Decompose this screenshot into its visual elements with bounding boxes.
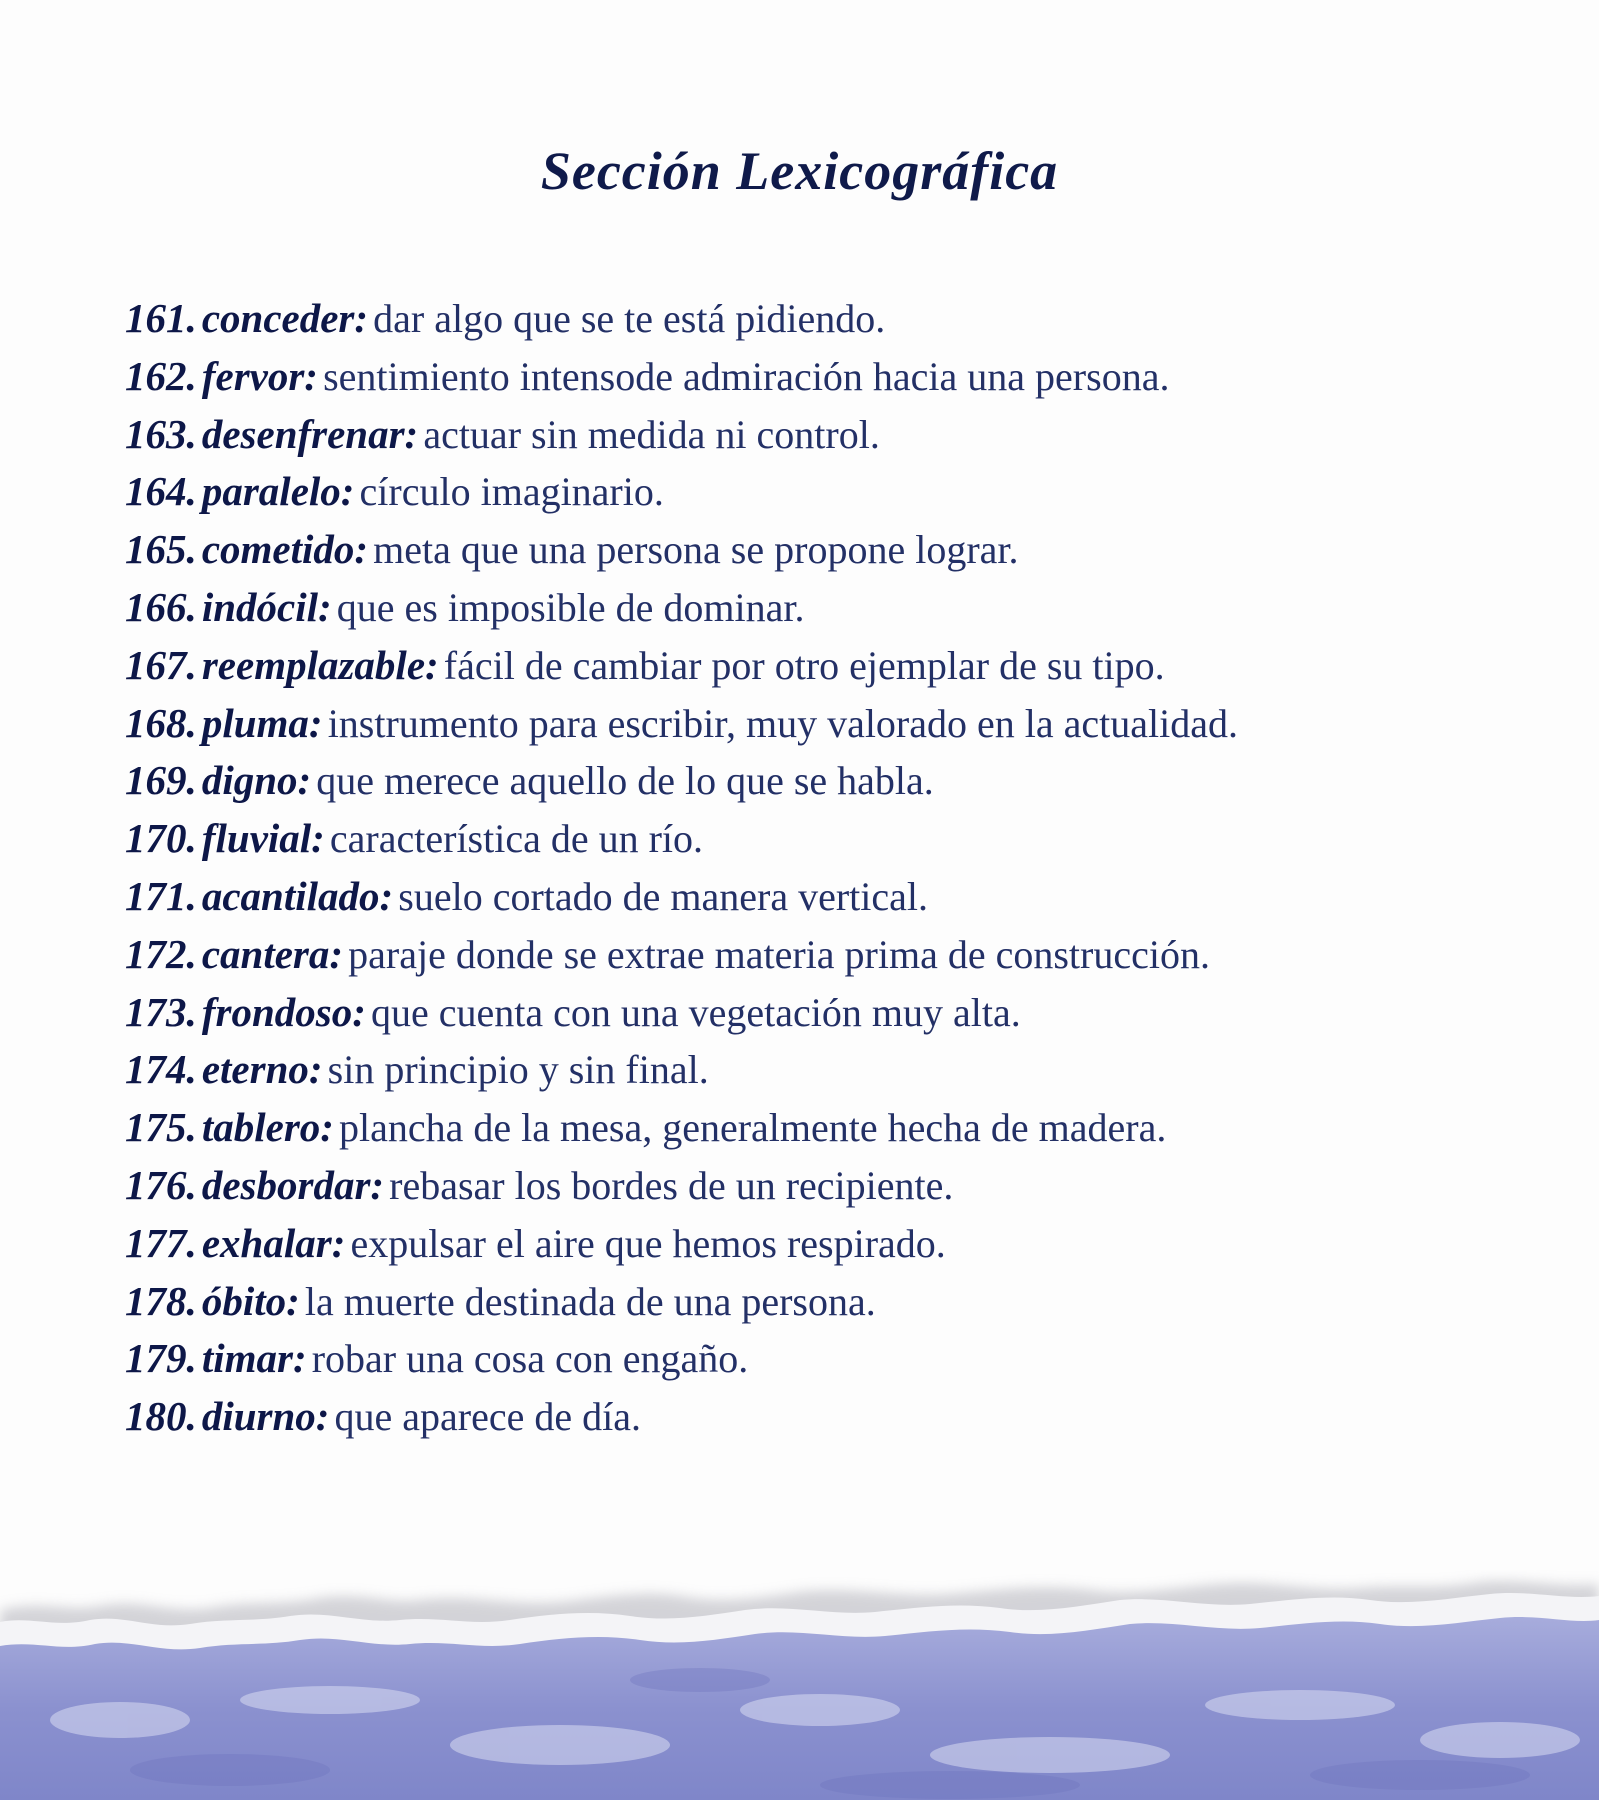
entry-number: 161. (125, 295, 197, 341)
entry-term: conceder: (201, 295, 369, 341)
entry-definition: plancha de la mesa, generalmente hecha de madera. (339, 1105, 1167, 1151)
entry-definition: círculo imaginario. (359, 469, 664, 515)
entry-number: 162. (125, 352, 197, 399)
entry-term: frondoso: (201, 988, 366, 1035)
entry-term: digno: (201, 757, 312, 804)
entry-term: desbordar: (201, 1161, 385, 1208)
entry-term: exhalar: (201, 1219, 346, 1266)
entry-definition: que aparece de día. (334, 1394, 642, 1440)
glossary-entry (125, 1099, 1565, 1157)
glossary-entry (125, 868, 1565, 926)
glossary-list (125, 290, 1565, 1446)
entry-definition: actuar sin medida ni control. (423, 411, 880, 457)
entry-definition: meta que una persona se propone lograr. (373, 527, 1019, 573)
entry-number: 176. (125, 1161, 197, 1208)
entry-definition: instrumento para escribir, muy valorado en la actualidad. (327, 700, 1238, 746)
entry-definition: la muerte destinada de una persona. (304, 1278, 876, 1324)
entry-number: 177. (125, 1219, 197, 1266)
glossary-entry (125, 1157, 1565, 1215)
entry-number: 172. (125, 930, 197, 977)
entry-definition: sin principio y sin final. (327, 1047, 709, 1093)
glossary-entry (125, 579, 1565, 637)
entry-term: cantera: (201, 930, 344, 977)
entry-definition: sentimiento intensode admiración hacia una persona. (323, 353, 1170, 399)
glossary-entry (125, 1215, 1565, 1273)
entry-number: 174. (125, 1046, 197, 1093)
glossary-entry (125, 290, 1565, 348)
glossary-entry (125, 1330, 1565, 1388)
glossary-entry (125, 810, 1565, 868)
entry-number: 171. (125, 872, 197, 919)
entry-number: 175. (125, 1104, 197, 1151)
entry-term: eterno: (201, 1046, 323, 1093)
entry-number: 167. (125, 641, 197, 688)
entry-definition: rebasar los bordes de un recipiente. (389, 1162, 954, 1208)
entry-term: cometido: (201, 526, 369, 573)
entry-definition: que cuenta con una vegetación muy alta. (370, 989, 1021, 1035)
entry-number: 163. (125, 410, 197, 457)
entry-term: fervor: (201, 352, 318, 399)
entry-number: 166. (125, 583, 197, 630)
entry-term: fluvial: (201, 815, 325, 862)
torn-paper-watercolor-edge (0, 1570, 1599, 1800)
glossary-entry (125, 1273, 1565, 1331)
entry-term: paralelo: (201, 468, 355, 515)
entry-number: 170. (125, 815, 197, 862)
glossary-entry (125, 926, 1565, 984)
entry-term: tablero: (201, 1104, 334, 1151)
glossary-entry (125, 637, 1565, 695)
glossary-entry (125, 406, 1565, 464)
entry-number: 168. (125, 699, 197, 746)
glossary-entry (125, 521, 1565, 579)
entry-term: desenfrenar: (201, 410, 419, 457)
entry-term: acantilado: (201, 872, 394, 919)
entry-term: óbito: (201, 1277, 300, 1324)
entry-number: 164. (125, 468, 197, 515)
glossary-entry (125, 695, 1565, 753)
entry-term: indócil: (201, 583, 332, 630)
entry-number: 180. (125, 1393, 197, 1440)
entry-definition: característica de un río. (329, 816, 704, 862)
entry-definition: suelo cortado de manera vertical. (398, 873, 929, 919)
entry-term: diurno: (201, 1393, 330, 1440)
glossary-entry (125, 1041, 1565, 1099)
entry-definition: expulsar el aire que hemos respirado. (350, 1220, 946, 1266)
entry-number: 169. (125, 757, 197, 804)
entry-definition: paraje donde se extrae materia prima de construcción. (348, 931, 1210, 977)
entry-number: 178. (125, 1277, 197, 1324)
glossary-entry (125, 752, 1565, 810)
entry-term: pluma: (201, 699, 323, 746)
entry-term: timar: (201, 1335, 307, 1382)
page-title: Sección Lexicográfica (540, 141, 1059, 201)
entry-definition: que merece aquello de lo que se habla. (316, 758, 934, 804)
entry-definition: dar algo que se te está pidiendo. (373, 296, 886, 341)
glossary-entry (125, 463, 1565, 521)
glossary-entry (125, 984, 1565, 1042)
entry-number: 173. (125, 988, 197, 1035)
entry-number: 179. (125, 1335, 197, 1382)
entry-term: reemplazable: (201, 641, 439, 688)
entry-number: 165. (125, 526, 197, 573)
entry-definition: fácil de cambiar por otro ejemplar de su tipo. (443, 642, 1165, 688)
glossary-entry (125, 1388, 1565, 1446)
entry-definition: robar una cosa con engaño. (311, 1336, 749, 1382)
entry-definition: que es imposible de dominar. (336, 584, 805, 630)
glossary-entry (125, 348, 1565, 406)
